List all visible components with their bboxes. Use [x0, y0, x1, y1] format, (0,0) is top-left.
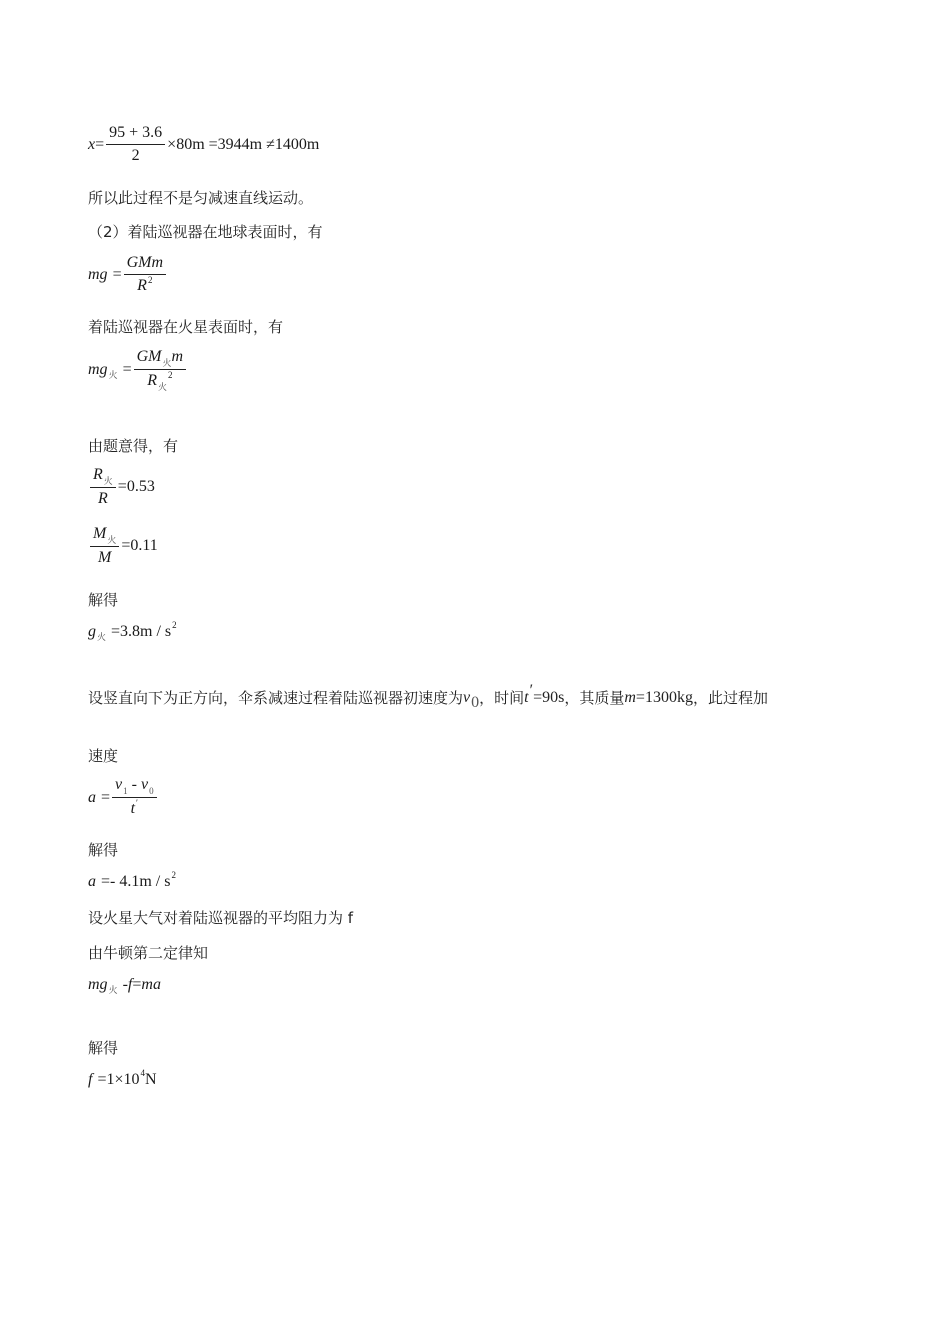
equation-rhs: =0.53	[117, 478, 155, 495]
equation-drag-force	[88, 1070, 157, 1090]
minus-sign: -	[127, 776, 141, 793]
fraction-denominator: R	[98, 490, 108, 507]
minus-sign: -	[122, 976, 128, 993]
var-mg: mg	[88, 360, 108, 378]
equation-displacement	[88, 124, 319, 165]
prime: ′	[529, 682, 534, 699]
equation-mars-g	[88, 622, 177, 642]
var-m: m	[171, 348, 184, 365]
subscript: 火	[108, 369, 118, 380]
equation-mars-gravity	[88, 348, 188, 391]
equation-newton-second-law	[88, 975, 161, 995]
fraction-numerator: GM	[136, 348, 162, 365]
value-time: =90s	[533, 689, 565, 706]
var-v1: v	[115, 776, 123, 793]
value-mass: =1300kg	[635, 689, 693, 706]
fraction-denominator: R	[137, 277, 147, 294]
var-x: x	[88, 135, 96, 153]
superscript: 2	[147, 275, 153, 285]
subscript: 1	[123, 786, 128, 796]
fraction	[112, 776, 157, 819]
subscript: 火	[162, 358, 172, 368]
fraction-numerator: 95 + 3.6	[106, 124, 165, 145]
superscript: 2	[171, 870, 176, 880]
fraction	[106, 124, 165, 165]
unit: N	[145, 1071, 157, 1088]
fraction	[124, 254, 166, 296]
text-line: 解得	[88, 591, 119, 609]
text-line: 解得	[88, 1039, 119, 1057]
equation-earth-gravity	[88, 254, 168, 296]
equation-mass-ratio	[88, 525, 158, 567]
equals-sign: =	[122, 360, 132, 378]
var-v: v	[463, 689, 471, 706]
fraction-numerator: R	[93, 466, 103, 483]
equation-rhs: =1×10	[97, 1071, 140, 1088]
text-line: （2）着陆巡视器在地球表面时，有	[88, 223, 323, 241]
var-v0: v	[140, 776, 149, 793]
superscript: 2	[167, 370, 173, 380]
fraction	[90, 525, 119, 567]
fraction-denominator: t	[130, 800, 136, 817]
text-line-paragraph	[88, 682, 768, 711]
var-t: t	[524, 689, 529, 706]
text-line: 由题意得，有	[88, 437, 179, 455]
equals-sign: =	[101, 788, 111, 806]
text-segment: ，时间	[479, 689, 525, 707]
equation-acceleration	[88, 776, 159, 819]
equals-sign: =	[95, 135, 105, 153]
prime: ′	[136, 798, 139, 808]
text-line: 由牛顿第二定律知	[88, 944, 209, 962]
subscript: 火	[103, 476, 113, 486]
subscript: 火	[157, 382, 167, 392]
equation-rhs: =- 4.1m / s	[101, 873, 171, 890]
fraction-numerator: GMm	[124, 254, 166, 275]
subscript: 0	[471, 694, 480, 711]
var-mg: mg	[88, 266, 108, 283]
equation-radius-ratio	[88, 466, 155, 508]
var-mg: mg	[88, 976, 108, 993]
equals-sign: =	[112, 266, 122, 283]
text-line: 所以此过程不是匀减速直线运动。	[88, 189, 314, 207]
text-line: 速度	[88, 747, 119, 765]
text-segment: ，其质量	[564, 689, 625, 707]
var-a: a	[88, 873, 96, 890]
subscript: 0	[149, 786, 154, 796]
fraction	[90, 466, 116, 508]
superscript: 2	[172, 620, 177, 630]
text-segment: 设竖直向下为正方向，伞系减速过程着陆巡视器初速度为	[88, 689, 464, 707]
fraction-denominator: M	[98, 549, 112, 566]
var-m: m	[624, 689, 636, 706]
fraction-numerator: M	[93, 525, 107, 542]
subscript: 火	[97, 632, 107, 642]
equation-acceleration-result	[88, 872, 176, 892]
superscript: 4	[140, 1068, 145, 1078]
equation-rhs: =0.11	[121, 537, 158, 554]
var-f: f	[127, 976, 133, 993]
equation-rhs: =3.8m / s	[111, 623, 172, 640]
equals-sign: =	[132, 976, 142, 993]
text-segment: ，此过程加	[692, 689, 768, 707]
var-g: g	[88, 623, 96, 640]
subscript: 火	[107, 535, 117, 545]
text-line: 设火星大气对着陆巡视器的平均阻力为 f	[88, 909, 354, 927]
var-f: f	[88, 1071, 93, 1088]
text-line: 着陆巡视器在火星表面时，有	[88, 318, 284, 336]
text-line: 解得	[88, 841, 119, 859]
fraction-denominator: R	[147, 372, 157, 389]
subscript: 火	[108, 985, 118, 995]
fraction-denominator: 2	[131, 147, 140, 164]
equation-rest: ×80m =3944m ≠1400m	[167, 135, 320, 153]
var-a: a	[88, 788, 96, 806]
fraction	[134, 348, 186, 391]
equation-rhs: ma	[141, 976, 161, 993]
